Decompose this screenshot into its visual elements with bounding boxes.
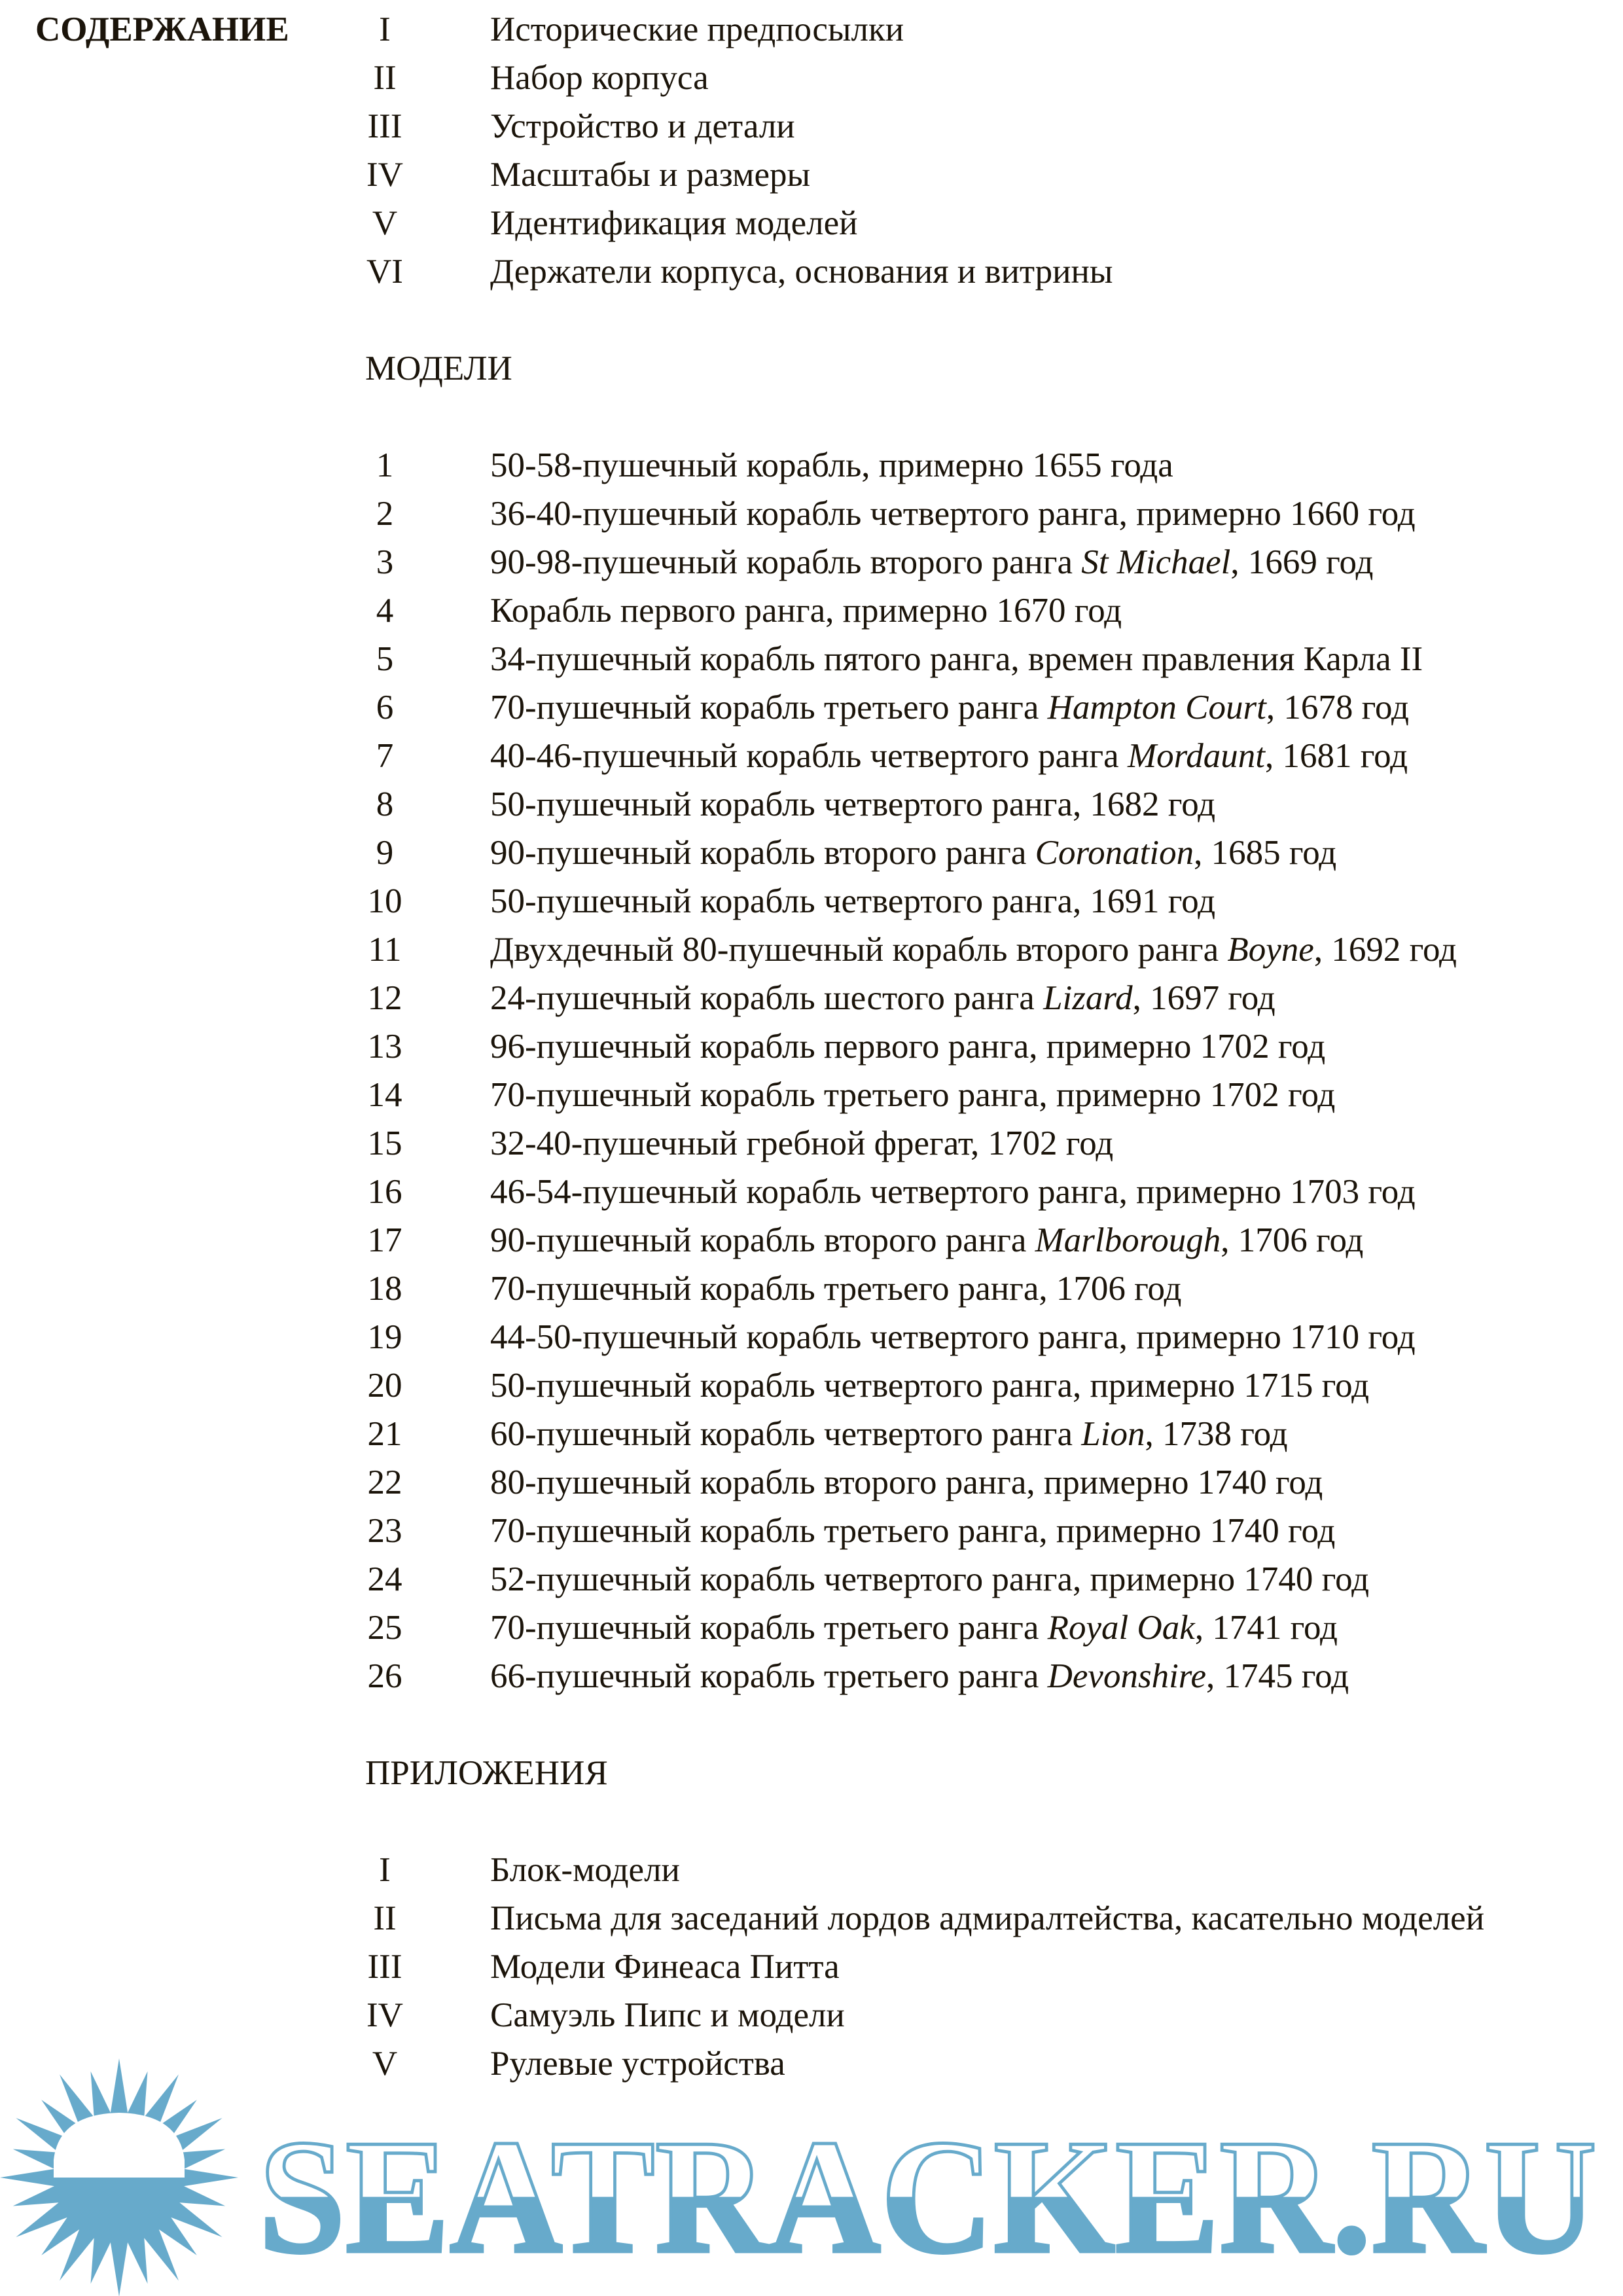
model-title [490, 1458, 1323, 1507]
model-number: 19 [367, 1318, 402, 1356]
model-title [490, 1119, 1113, 1168]
chapter-number: II [373, 59, 397, 97]
model-title [490, 925, 1457, 974]
model-entry [0, 1507, 1623, 1555]
model-number: 3 [376, 543, 394, 581]
model-title-suffix: , 1741 год [1194, 1609, 1338, 1647]
model-number: 13 [367, 1028, 402, 1066]
model-entry [0, 780, 1623, 829]
appendices-list [0, 1846, 1623, 2088]
chapters-list [0, 5, 1623, 296]
appendix-number: IV [366, 1996, 403, 2034]
model-title [490, 1410, 1288, 1458]
appendices-heading: ПРИЛОЖЕНИЯ [365, 1754, 608, 1792]
model-title-text: 80-пушечный корабль второго ранга, примерно 1740 год [490, 1463, 1323, 1501]
model-entry [0, 1410, 1623, 1458]
appendix-entry [0, 1846, 1623, 1894]
model-number: 4 [376, 592, 394, 630]
model-entry [0, 1216, 1623, 1265]
chapter-title: Идентификация моделей [490, 204, 858, 242]
model-entry [0, 1604, 1623, 1652]
model-entry [0, 1361, 1623, 1410]
appendix-number: III [367, 1948, 402, 1986]
model-number: 24 [367, 1560, 402, 1598]
model-title-text: 90-пушечный корабль второго ранга [490, 1221, 1035, 1259]
appendix-title: Блок-модели [490, 1851, 680, 1889]
model-title-suffix: , 1697 год [1132, 979, 1275, 1017]
model-title [490, 1361, 1369, 1410]
appendix-title: Письма для заседаний лордов адмиралтейства, касательно моделей [490, 1899, 1485, 1937]
model-title-text: 90-98-пушечный корабль второго ранга [490, 543, 1082, 581]
model-title [490, 1168, 1416, 1216]
model-title-suffix: , 1678 год [1266, 689, 1409, 726]
chapter-entry [0, 54, 1623, 102]
table-of-contents [0, 5, 1623, 2088]
model-entry [0, 1022, 1623, 1071]
model-title-text: 34-пушечный корабль пятого ранга, времен правления Карла II [490, 640, 1423, 678]
model-number: 5 [376, 640, 394, 678]
chapter-number: I [379, 10, 391, 48]
model-title [490, 829, 1336, 877]
model-title-text: 50-пушечный корабль четвертого ранга, 1691 год [490, 882, 1216, 920]
model-title-suffix: , 1706 год [1221, 1221, 1364, 1259]
model-title [490, 1313, 1416, 1361]
model-entry [0, 974, 1623, 1022]
model-entry [0, 925, 1623, 974]
model-title [490, 1265, 1181, 1313]
model-entry [0, 877, 1623, 925]
appendix-title: Рулевые устройства [490, 2045, 785, 2083]
ship-name: Devonshire [1047, 1657, 1206, 1695]
model-title-suffix: , 1685 год [1194, 834, 1337, 872]
model-entry [0, 732, 1623, 780]
chapter-entry [0, 199, 1623, 247]
models-list [0, 441, 1623, 1700]
chapter-number: III [367, 107, 402, 145]
ship-name: Marlborough [1035, 1221, 1221, 1259]
model-entry [0, 829, 1623, 877]
model-entry [0, 441, 1623, 490]
model-title-text: 90-пушечный корабль второго ранга [490, 834, 1035, 872]
model-title-text: 70-пушечный корабль третьего ранга [490, 689, 1048, 726]
chapter-title: Набор корпуса [490, 59, 709, 97]
model-title-suffix: , 1738 год [1145, 1415, 1288, 1453]
model-entry [0, 1313, 1623, 1361]
model-number: 9 [376, 834, 394, 872]
model-title-text: 50-пушечный корабль четвертого ранга, примерно 1715 год [490, 1367, 1370, 1405]
model-title [490, 732, 1408, 780]
model-entry [0, 1652, 1623, 1700]
model-entry [0, 490, 1623, 538]
model-title [490, 1555, 1369, 1604]
ship-name: Hampton Court [1047, 689, 1266, 726]
model-entry [0, 1168, 1623, 1216]
appendix-number: I [379, 1851, 391, 1889]
model-number: 22 [367, 1463, 402, 1501]
appendix-number: V [372, 2045, 398, 2083]
chapter-title: Держатели корпуса, основания и витрины [490, 253, 1113, 291]
model-number: 17 [367, 1221, 402, 1259]
model-title-text: 32-40-пушечный гребной фрегат, 1702 год [490, 1124, 1114, 1162]
ship-name: St Michael [1081, 543, 1231, 581]
model-number: 26 [367, 1657, 402, 1695]
chapter-number: IV [366, 156, 403, 194]
model-entry [0, 1071, 1623, 1119]
contents-heading: СОДЕРЖАНИЕ [35, 10, 289, 48]
model-title-text: 70-пушечный корабль третьего ранга, 1706 год [490, 1270, 1182, 1308]
chapter-title: Устройство и детали [490, 107, 795, 145]
model-title-suffix: , 1692 год [1313, 931, 1457, 969]
model-number: 12 [367, 979, 402, 1017]
appendix-entry [0, 1943, 1623, 1991]
model-title-text: 70-пушечный корабль третьего ранга, примерно 1740 год [490, 1512, 1336, 1550]
model-title [490, 441, 1173, 490]
model-title-text: 60-пушечный корабль четвертого ранга [490, 1415, 1082, 1453]
model-entry [0, 1458, 1623, 1507]
model-title-text: 50-58-пушечный корабль, примерно 1655 года [490, 446, 1173, 484]
chapter-number: VI [366, 253, 403, 291]
chapter-title: Исторические предпосылки [490, 10, 904, 48]
model-number: 25 [367, 1609, 402, 1647]
model-title [490, 1652, 1349, 1700]
model-number: 7 [376, 737, 394, 775]
ship-name: Lizard [1043, 979, 1133, 1017]
model-title [490, 490, 1416, 538]
model-entry [0, 586, 1623, 635]
model-title-text: 24-пушечный корабль шестого ранга [490, 979, 1044, 1017]
model-title-suffix: , 1745 год [1205, 1657, 1349, 1695]
model-title [490, 877, 1215, 925]
model-number: 21 [367, 1415, 402, 1453]
chapter-entry [0, 102, 1623, 151]
model-title-text: 36-40-пушечный корабль четвертого ранга, примерно 1660 год [490, 495, 1416, 533]
model-entry [0, 1265, 1623, 1313]
chapter-entry [0, 5, 1623, 54]
ship-name: Mordaunt [1127, 737, 1265, 775]
model-number: 6 [376, 689, 394, 726]
appendix-title: Самуэль Пипс и модели [490, 1996, 845, 2034]
model-title-text: 46-54-пушечный корабль четвертого ранга, примерно 1703 год [490, 1173, 1416, 1211]
model-title-text: Корабль первого ранга, примерно 1670 год [490, 592, 1122, 630]
model-number: 14 [367, 1076, 402, 1114]
model-number: 11 [368, 931, 402, 969]
model-title-suffix: , 1669 год [1230, 543, 1374, 581]
ship-name: Lion [1081, 1415, 1145, 1453]
model-title-text: 50-пушечный корабль четвертого ранга, 1682 год [490, 785, 1216, 823]
model-number: 2 [376, 495, 394, 533]
model-number: 18 [367, 1270, 402, 1308]
models-heading: МОДЕЛИ [365, 350, 512, 387]
model-title-text: Двухдечный 80-пушечный корабль второго ранга [490, 931, 1228, 969]
model-number: 20 [367, 1367, 402, 1405]
model-number: 8 [376, 785, 394, 823]
model-title [490, 1071, 1335, 1119]
appendix-title: Модели Финеаса Питта [490, 1948, 840, 1986]
model-number: 10 [367, 882, 402, 920]
model-entry [0, 635, 1623, 683]
chapter-number: V [372, 204, 398, 242]
chapter-entry [0, 151, 1623, 199]
ship-name: Boyne [1227, 931, 1314, 969]
ship-name: Royal Oak [1047, 1609, 1195, 1647]
model-title-text: 52-пушечный корабль четвертого ранга, примерно 1740 год [490, 1560, 1370, 1598]
model-title [490, 1022, 1325, 1071]
model-title [490, 1216, 1363, 1265]
model-title-text: 70-пушечный корабль третьего ранга [490, 1609, 1048, 1647]
model-title-text: 66-пушечный корабль третьего ранга [490, 1657, 1048, 1695]
chapter-entry [0, 247, 1623, 296]
model-entry [0, 683, 1623, 732]
model-title [490, 683, 1409, 732]
model-title-text: 70-пушечный корабль третьего ранга, примерно 1702 год [490, 1076, 1336, 1114]
model-title-text: 44-50-пушечный корабль четвертого ранга, примерно 1710 год [490, 1318, 1416, 1356]
ship-name: Coronation [1035, 834, 1194, 872]
model-entry [0, 1119, 1623, 1168]
model-number: 1 [376, 446, 394, 484]
watermark-text: SEATRACKER.RU [259, 2106, 1597, 2287]
sunburst-icon [0, 2058, 238, 2296]
model-title [490, 1507, 1335, 1555]
model-title-text: 96-пушечный корабль первого ранга, примерно 1702 год [490, 1028, 1326, 1066]
model-number: 23 [367, 1512, 402, 1550]
model-title [490, 780, 1215, 829]
appendix-entry [0, 1991, 1623, 2039]
appendix-number: II [373, 1899, 397, 1937]
model-entry [0, 1555, 1623, 1604]
model-title [490, 586, 1122, 635]
appendix-entry [0, 1894, 1623, 1943]
model-title-suffix: , 1681 год [1264, 737, 1408, 775]
model-entry [0, 538, 1623, 586]
model-number: 15 [367, 1124, 402, 1162]
model-title [490, 974, 1275, 1022]
model-title [490, 635, 1423, 683]
model-number: 16 [367, 1173, 402, 1211]
chapter-title: Масштабы и размеры [490, 156, 811, 194]
seatracker-logo [0, 2055, 1623, 2296]
model-title-text: 40-46-пушечный корабль четвертого ранга [490, 737, 1128, 775]
model-title [490, 1604, 1338, 1652]
model-title [490, 538, 1374, 586]
